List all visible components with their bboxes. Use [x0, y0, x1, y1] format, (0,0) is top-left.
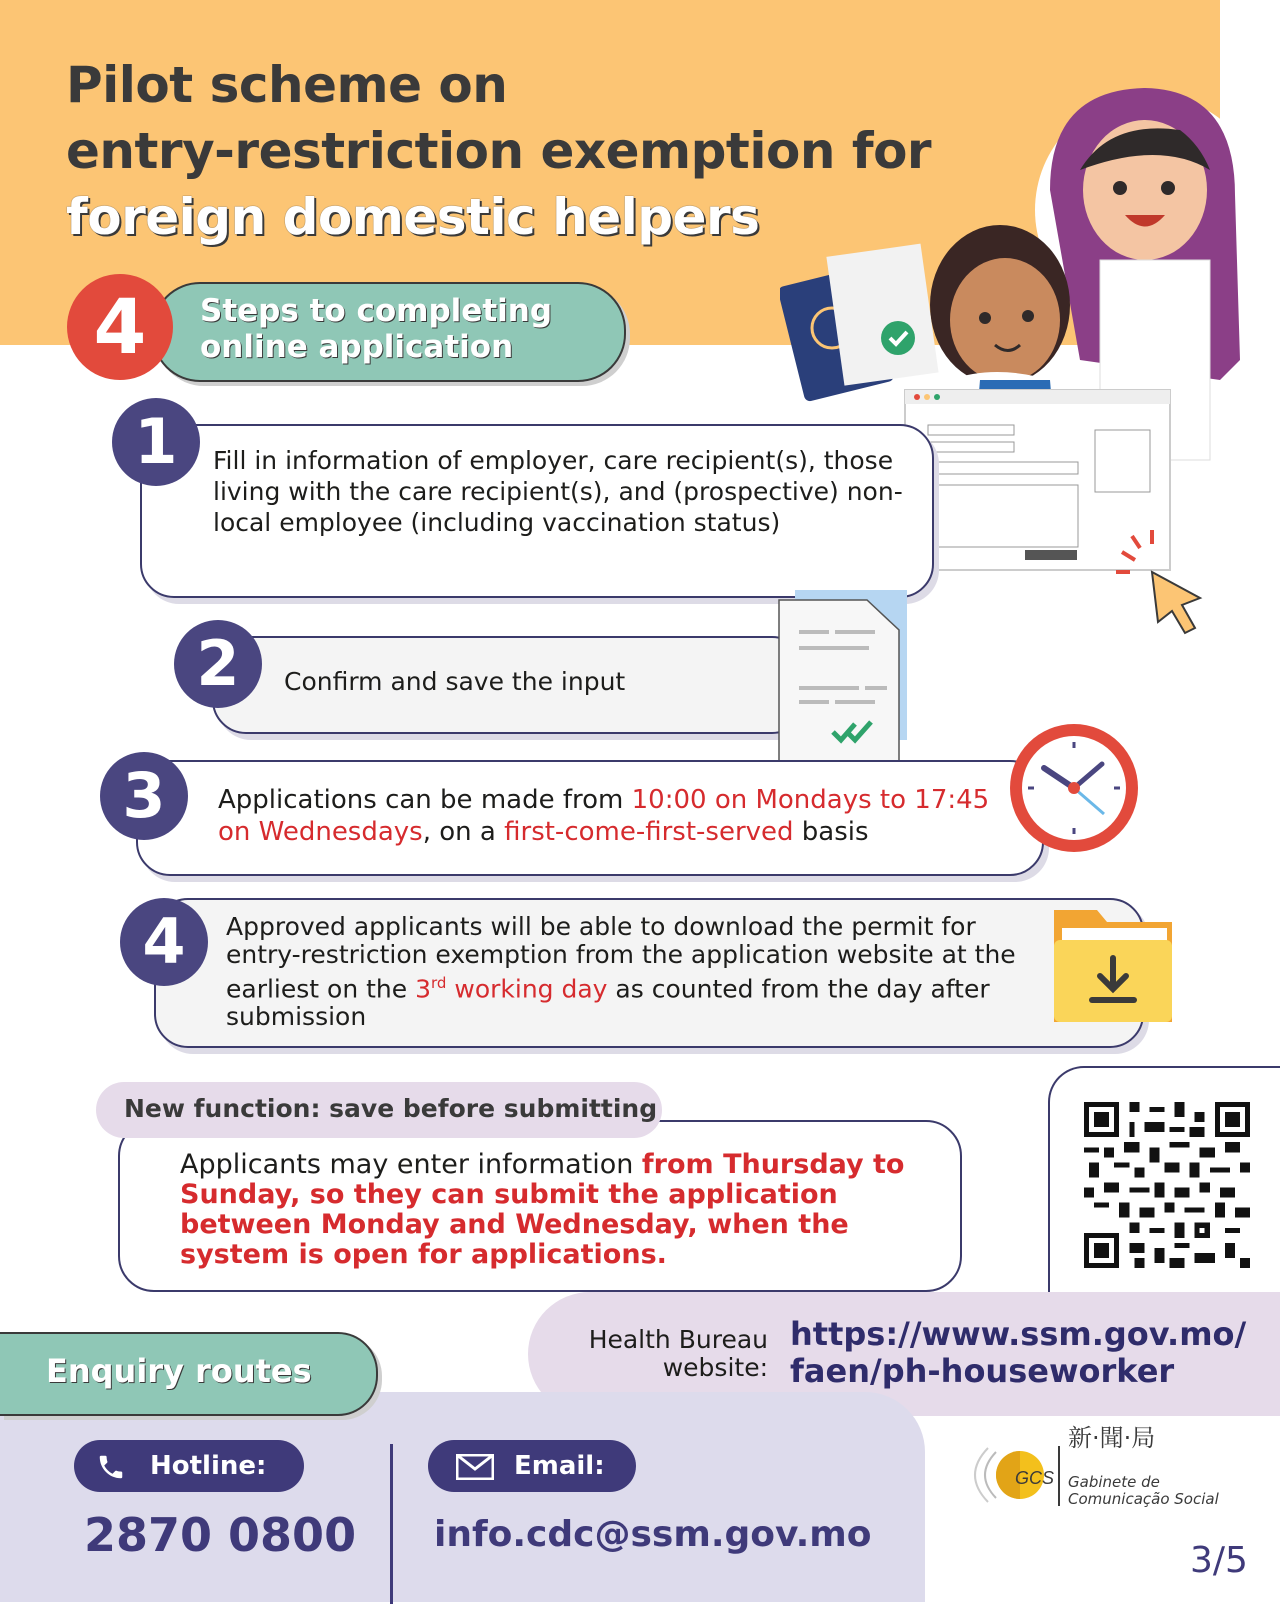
gcs-chinese-name: 新·聞·局: [1068, 1424, 1156, 1452]
clock-icon: [1004, 718, 1144, 858]
step-1-text: Fill in information of employer, care recipient(s), those living with the care recipient(s), and (prospective) non-local employee (including vaccination status): [213, 446, 903, 537]
steps-heading: [152, 282, 626, 382]
step-3-number: 3: [100, 752, 188, 840]
document-check-icon: [775, 590, 915, 765]
title-line-1: Pilot scheme on: [66, 56, 508, 114]
new-function-text-highlight: from Thursday to Sunday, so they can submit the application between Monday and Wednesday, when the system is open for applications.: [180, 1149, 905, 1270]
step-4-text-post: as counted from the day after submission: [226, 974, 990, 1032]
website-label-line-1: Health Bureau: [588, 1325, 768, 1354]
step-4-text-pre: Approved applicants will be able to download the permit for entry-restriction exemption from the application website at the earliest on the: [226, 912, 1016, 1004]
email-label-text: Email:: [514, 1451, 605, 1481]
step-3-text: [218, 784, 998, 848]
step-1-number: 1: [112, 398, 200, 486]
email-address[interactable]: info.cdc@ssm.gov.mo: [434, 1514, 872, 1555]
step-3-text-post: basis: [793, 817, 869, 847]
hotline-label: [74, 1440, 304, 1492]
gcs-mark: GCS: [1015, 1468, 1055, 1488]
hotline-number[interactable]: 2870 0800: [84, 1508, 357, 1562]
step-4-day-text: working day: [446, 974, 608, 1004]
steps-heading-line-2: online application: [200, 329, 514, 365]
step-4-text: [226, 913, 1036, 1031]
enquiry-panel: [0, 1392, 925, 1602]
new-function-label-text: New function: save before submitting: [124, 1094, 658, 1123]
steps-heading-line-1: Steps to completing: [200, 293, 553, 329]
step-4-day-suffix: rd: [431, 974, 447, 992]
step-3-text-mid: , on a: [422, 817, 505, 847]
website-label-line-2: website:: [662, 1353, 768, 1382]
gcs-logo-icon: [958, 1440, 1058, 1510]
logo-divider: [1058, 1446, 1060, 1506]
step-4-day-number: 3: [415, 974, 431, 1004]
new-function-text-pre: Applicants may enter information: [180, 1149, 642, 1180]
hotline-label-text: Hotline:: [150, 1451, 267, 1481]
envelope-icon: [456, 1454, 494, 1480]
step-3-schedule: 10:00 on Mondays to 17:45 on Wednesdays: [218, 785, 990, 847]
step-3-text-pre: Applications can be made from: [218, 785, 632, 815]
website-link[interactable]: [790, 1316, 1246, 1390]
step-2-text: Confirm and save the input: [284, 667, 626, 696]
new-function-label: [96, 1082, 662, 1138]
step-2-number: 2: [174, 620, 262, 708]
download-folder-icon: [1052, 900, 1177, 1025]
steps-count-badge: 4: [67, 274, 173, 380]
step-3-policy: first-come-first-served: [504, 817, 794, 847]
qr-code[interactable]: [1084, 1102, 1250, 1268]
enquiry-heading-text: Enquiry routes: [46, 1352, 312, 1390]
title-line-2: entry-restriction exemption for: [66, 122, 932, 180]
contact-divider: [390, 1444, 393, 1604]
gcs-name: [1068, 1474, 1219, 1508]
enquiry-heading: [0, 1332, 378, 1416]
website-label: [560, 1326, 768, 1382]
website-url-line-2[interactable]: faen/ph-houseworker: [790, 1352, 1175, 1390]
phone-icon: [96, 1452, 126, 1482]
email-label: [428, 1440, 636, 1492]
gcs-name-line-2: Comunicação Social: [1068, 1490, 1219, 1508]
title-line-3: foreign domestic helpers: [66, 188, 760, 246]
step-4-number: 4: [120, 898, 208, 986]
new-function-text: [180, 1150, 910, 1270]
website-url-line-1[interactable]: https://www.ssm.gov.mo/: [790, 1315, 1247, 1353]
gcs-name-line-1: Gabinete de: [1068, 1473, 1160, 1491]
page-indicator: 3/5: [1190, 1540, 1248, 1581]
